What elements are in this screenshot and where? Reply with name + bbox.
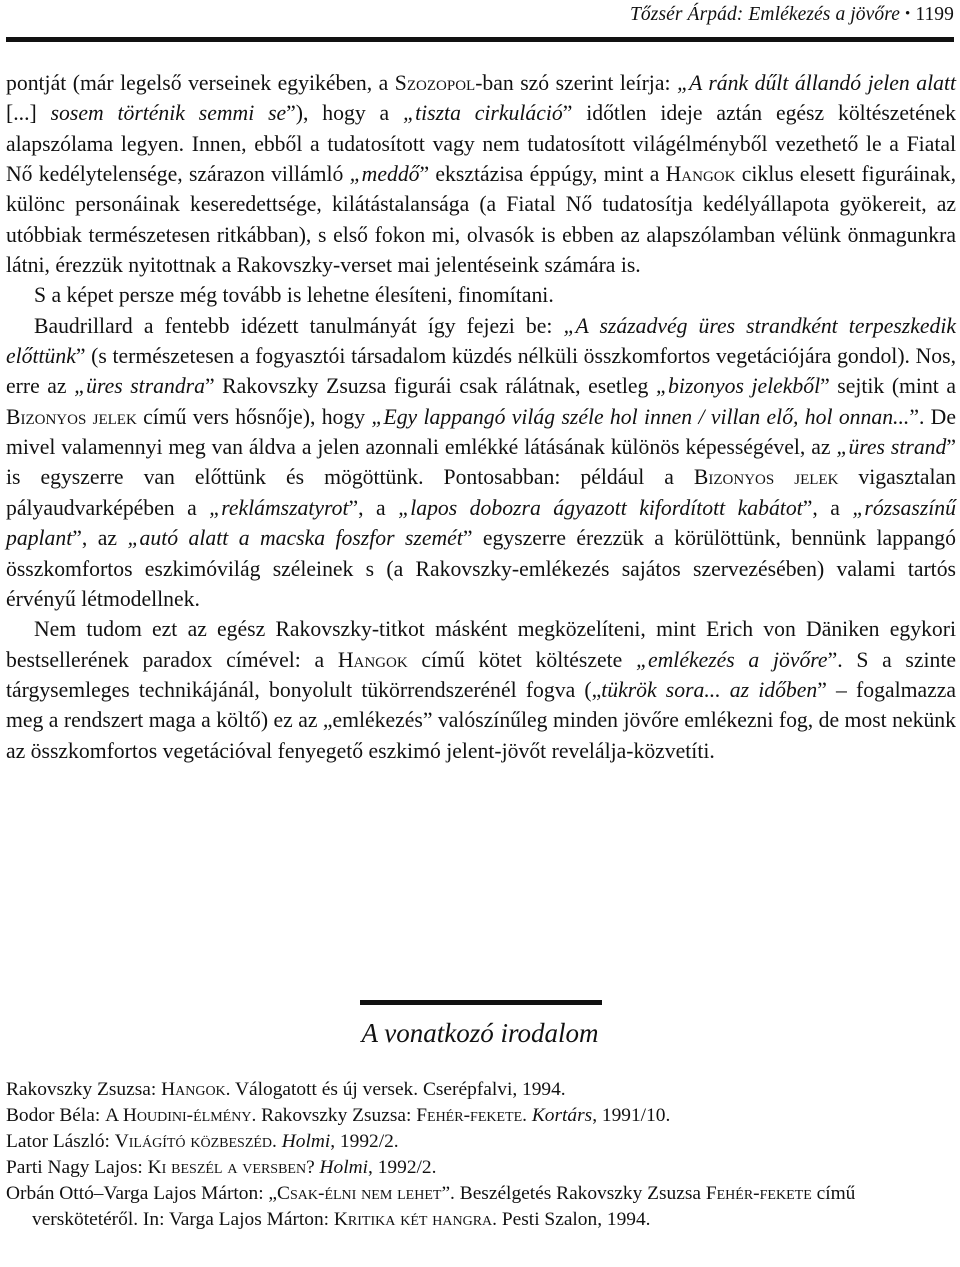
text-span: , 1992/2.	[330, 1131, 399, 1152]
work-title: Kritika két hangra	[333, 1209, 493, 1230]
text-span: Parti Nagy Lajos:	[6, 1157, 148, 1178]
text-span: ”, az	[72, 526, 128, 551]
text-span: című kötet költészete	[407, 647, 636, 672]
text-span: ”. S a szinte tárgysemleges technikájánál, bonyolult tükörrendszerénél fogva („	[6, 647, 957, 702]
text-span: . Rakovszky Zsuzsa:	[251, 1105, 417, 1126]
poem-title: Szozopol	[394, 71, 476, 95]
quote: „tiszta cirkuláció	[403, 101, 563, 126]
quote: „autó alatt a macska foszfor szemét	[127, 526, 463, 551]
bibliography-entry	[6, 1103, 956, 1129]
quote: „üres strandra	[74, 374, 205, 399]
work-title: Világító közbeszéd	[114, 1131, 273, 1152]
text-span: Baudrillard a fentebb idézett tanulmányát így fejezi be:	[34, 313, 564, 338]
section-rule	[360, 1000, 602, 1005]
text-span: ”, a	[802, 495, 853, 520]
running-header	[630, 4, 954, 26]
text-span: ” sejtik (mint a	[820, 374, 956, 399]
text-span: , 1992/2.	[368, 1157, 437, 1178]
work-title: Ki beszél a versben?	[147, 1157, 315, 1178]
quote: „reklámszatyrot	[209, 495, 349, 520]
quote: „lapos dobozra ágyazott kifordított kabátot	[398, 495, 803, 520]
paragraph-1	[6, 68, 956, 280]
text-span: ” (s természetesen a fogyasztói társadalom küzdés nélküli összkomfortos vegetációjára gondol). Nos, erre az	[6, 344, 956, 399]
book-title: Hangok	[337, 647, 408, 672]
text-span: vigasztalan pályaudvarképében a	[6, 465, 956, 520]
bibliography-entry	[6, 1129, 956, 1155]
text-span: ”. De mivel valamennyi meg van áldva a jelen azonnali emlékké látásának különös képességével, az	[6, 404, 956, 460]
text-span: ”), hogy a	[286, 101, 404, 126]
text-span: -ban szó szerint leírja:	[475, 71, 677, 95]
text-span: Lator László:	[6, 1131, 115, 1152]
quote: tükrök sora... az időben	[601, 677, 818, 702]
work-title: Fehér-fekete	[705, 1183, 812, 1204]
running-title: Tőzsér Árpád: Emlékezés a jövőre	[629, 4, 900, 25]
text-span: ” egyszerre érezzük a körülöttünk, bennünk lappangó összkomfortos eszkimóvilág széleinek s (a Rakovszky-emlékezés sajátos szervezésében) valami tartós érvényű létmodellnek.	[6, 526, 956, 611]
text-span: . Pesti Szalon, 1994.	[492, 1209, 651, 1230]
bibliography-heading: A vonatkozó irodalom	[361, 1018, 599, 1048]
quote: „üres strand	[836, 435, 947, 460]
bibliography-entry	[6, 1155, 956, 1181]
text-span: Nem tudom ezt az egész Rakovszky-titkot másként megközelíteni, mint Erich von Däniken egykori bestsellerének paradox címével: a	[6, 617, 956, 672]
text-span: ” is egyszerre van előttünk és mögöttünk. Pontosabban: például a	[6, 435, 957, 490]
bullet-separator: •	[904, 6, 911, 22]
text-span: ”, a	[348, 495, 399, 520]
quote: „emlékezés a jövőre	[635, 647, 828, 672]
text-span: ” – fogalmazza meg a rendszert maga a költő) ez az „emlékezés” valószínűleg minden jövőre emlékezni fog, de most nekünk az összkomfortos vegetációval fenyegető eszkimó jelent-jövőt revelálja-közvetíti.	[6, 677, 956, 763]
text-span: . Válogatott és új versek. Cserépfalvi, 1994.	[225, 1079, 566, 1100]
text-span: ”. Beszélgetés Rakovszky Zsuzsa	[441, 1183, 706, 1204]
text-span: Rakovszky Zsuzsa:	[6, 1079, 162, 1100]
text-span: ” időtlen ideje aztán egész költészetének alapszólama legyen. Innen, ebből a tudatosított vagy nem tudatosított világélményből vezethető le a Fiatal Nő kedélytelensége, szárazon villámló	[6, 101, 957, 187]
text-span: című vers hősnője), hogy	[136, 404, 372, 429]
text-span: , 1991/10.	[592, 1105, 671, 1126]
quote: „rózsaszínű paplant	[6, 495, 956, 551]
quote: „meddő	[349, 162, 420, 187]
header-rule	[6, 37, 954, 42]
text-span: [...]	[6, 101, 51, 126]
main-text	[6, 68, 956, 766]
work-title: Fehér-fekete	[416, 1105, 523, 1126]
journal-title: Holmi	[319, 1157, 369, 1178]
quote: sosem történik semmi se	[50, 101, 287, 126]
paragraph-4	[6, 614, 956, 766]
text-span: .	[522, 1105, 532, 1126]
text-span: pontját (már legelső verseinek egyikében, a	[6, 71, 395, 95]
page-number: 1199	[915, 4, 954, 25]
bibliography-list	[6, 1077, 956, 1233]
quote: „Egy lappangó világ széle hol innen / villan elő, hol onnan...	[371, 404, 910, 429]
journal-title: Holmi	[281, 1131, 331, 1152]
work-title: Hangok	[161, 1079, 226, 1100]
paragraph-2: S a képet persze még tovább is lehetne élesíteni, finomítani.	[34, 283, 554, 308]
text-span: ” eksztázisa éppúgy, mint a	[419, 162, 666, 187]
text-span: Orbán Ottó–Varga Lajos Márton: „	[6, 1183, 278, 1204]
poem-title: Bizonyos jelek	[6, 404, 137, 429]
poem-title: Bizonyos jelek	[693, 465, 839, 490]
bibliography-entry	[6, 1181, 956, 1233]
work-title: Csak-élni nem lehet	[277, 1183, 442, 1204]
quote: „bizonyos jelekből	[655, 374, 821, 399]
text-span: Bodor Béla:	[6, 1105, 106, 1126]
text-span: ciklus elesett figuráinak, különc personáinak keseredettsége, kilátástalansága (a Fiatal Nő tudatosítja kedélyállapota gyökereit, az utóbbiak természetesen ritkábban), s első fokon mi, olvasók is ebben az alapszólamban vélünk önmagunkra látni, érezzük nyitottnak a Rakovszky-verset mai jelentéseink számára is.	[6, 162, 956, 278]
text-span: című verskötetéről. In: Varga Lajos Márton:	[32, 1183, 856, 1230]
quote: „A századvég üres strandként terpeszkedik előttünk	[6, 313, 956, 369]
text-span: ” Rakovszky Zsuzsa figurái csak rálátnak, esetleg	[204, 374, 656, 399]
work-title: A Houdini-élmény	[105, 1105, 252, 1126]
text-span: .	[272, 1131, 282, 1152]
journal-title: Kortárs	[531, 1105, 593, 1126]
book-title: Hangok	[665, 162, 736, 187]
bibliography-entry	[6, 1077, 956, 1103]
paragraph-3	[6, 311, 956, 614]
quote: „A ránk dűlt állandó jelen alatt	[676, 71, 956, 95]
